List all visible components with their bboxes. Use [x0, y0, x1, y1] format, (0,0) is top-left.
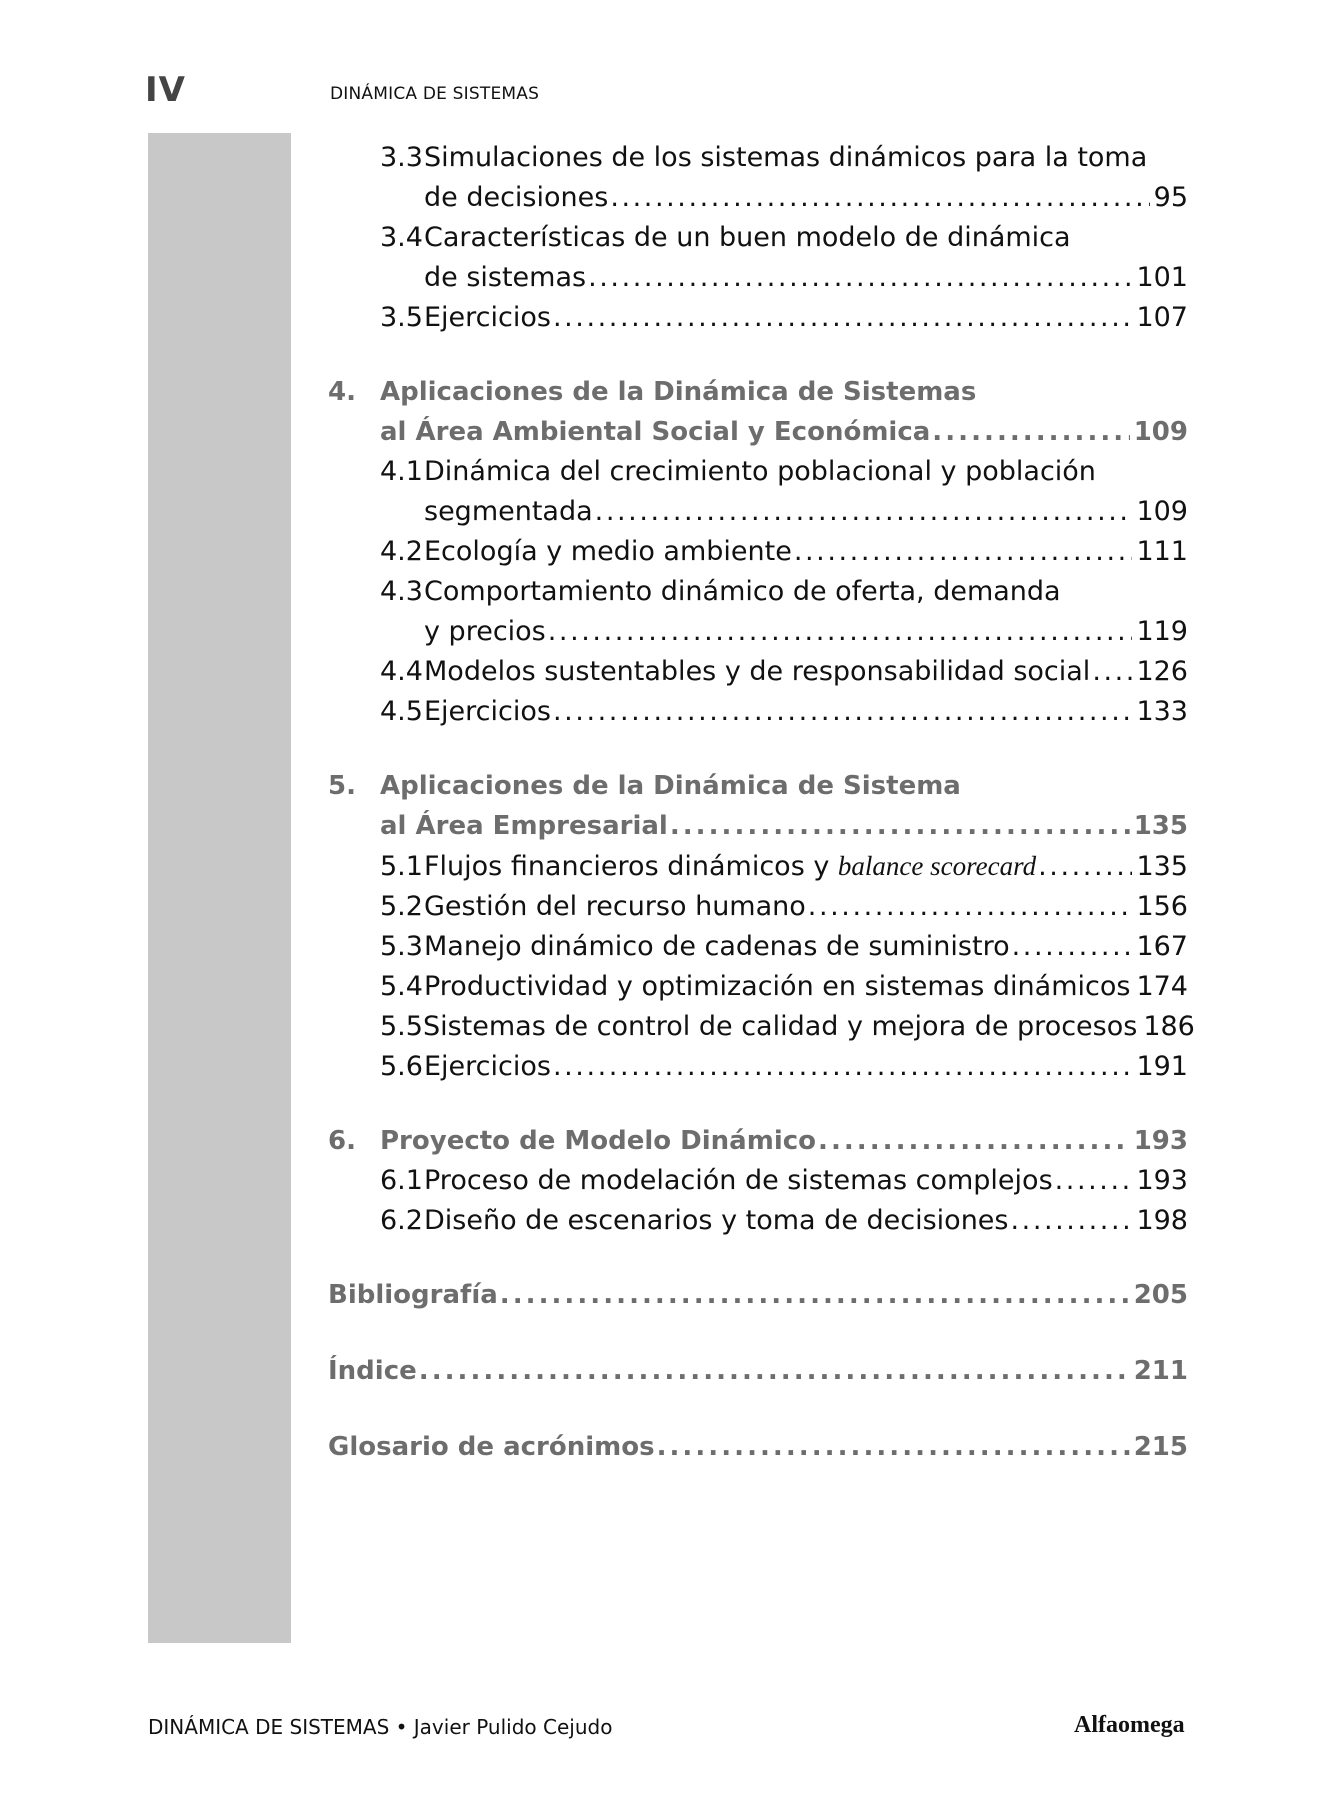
toc-page-number: 186: [1143, 1011, 1195, 1042]
toc-entry-5-4[interactable]: [328, 967, 1188, 1007]
toc-page-number: 119: [1136, 616, 1188, 647]
toc-glosario[interactable]: [328, 1427, 1188, 1467]
toc-entry-title: Gestión del recurso humano: [424, 891, 806, 922]
footer-publisher: Alfaomega: [1074, 1712, 1185, 1738]
toc-chapter-title: Aplicaciones de la Dinámica de Sistemas: [380, 377, 977, 407]
toc-entry-title: Ejercicios: [424, 302, 551, 333]
dot-leader: [553, 692, 1132, 732]
toc-entry-title-cont: de decisiones: [424, 182, 609, 213]
toc-entry-3-4[interactable]: [328, 218, 1188, 258]
toc-entry-number: 6.1: [380, 1165, 423, 1196]
toc-entry-title: Dinámica del crecimiento poblacional y población: [424, 456, 1096, 487]
dot-leader: [553, 1047, 1132, 1087]
toc-entry-6-2[interactable]: [328, 1201, 1188, 1241]
toc-entry-4-1[interactable]: [328, 452, 1188, 492]
toc-page-number: 95: [1153, 182, 1188, 213]
toc-entry-title: Productividad y optimización en sistemas dinámicos: [423, 971, 1131, 1002]
toc-entry-title: Proceso de modelación de sistemas complejos: [424, 1165, 1053, 1196]
toc-entry-number: 5.5: [380, 1011, 423, 1042]
toc-page-number: 193: [1136, 1165, 1188, 1196]
toc-page-number: 156: [1136, 891, 1188, 922]
dot-leader: [548, 612, 1133, 652]
toc-page-number: 205: [1133, 1280, 1188, 1310]
toc-chapter-4-cont[interactable]: [328, 412, 1188, 452]
toc-chapter-title: Proyecto de Modelo Dinámico: [380, 1126, 817, 1156]
toc-chapter-5-cont[interactable]: [328, 806, 1188, 846]
dot-leader: [1092, 652, 1132, 692]
toc-page-number: 191: [1136, 1051, 1188, 1082]
toc-entry-number: 5.3: [380, 931, 423, 962]
toc-entry-title: Modelos sustentables y de responsabilidad social: [424, 656, 1091, 687]
toc-chapter-title: Bibliografía: [328, 1280, 498, 1310]
dot-leader: [808, 887, 1133, 927]
dot-leader: [1055, 1161, 1133, 1201]
dot-leader: [1012, 927, 1133, 967]
toc-chapter-number: 4.: [328, 377, 356, 407]
toc-entry-title: Ejercicios: [424, 696, 551, 727]
table-of-contents: [328, 138, 1195, 1467]
toc-chapter-4[interactable]: [328, 372, 1188, 412]
toc-entry-4-4[interactable]: [328, 652, 1188, 692]
toc-entry-number: 5.4: [380, 971, 423, 1002]
toc-chapter-title: Aplicaciones de la Dinámica de Sistema: [380, 771, 961, 801]
toc-entry-4-2[interactable]: [328, 532, 1188, 572]
dot-leader: [553, 298, 1132, 338]
toc-page-number: 198: [1136, 1205, 1188, 1236]
toc-entry-title-cont: segmentada: [424, 496, 593, 527]
toc-page-number: 101: [1136, 262, 1188, 293]
dot-leader: [670, 806, 1130, 846]
dot-leader: [657, 1427, 1130, 1467]
toc-entry-3-3[interactable]: [328, 138, 1188, 178]
toc-entry-title: Características de un buen modelo de dinámica: [424, 222, 1071, 253]
dot-leader: [595, 492, 1133, 532]
toc-entry-title: [424, 846, 1036, 887]
toc-entry-number: 4.1: [380, 456, 423, 487]
toc-entry-number: 3.4: [380, 222, 423, 253]
toc-entry-title: Comportamiento dinámico de oferta, demanda: [424, 576, 1061, 607]
toc-page-number: 133: [1136, 696, 1188, 727]
toc-page-number: 215: [1133, 1432, 1188, 1462]
toc-entry-5-1[interactable]: [328, 846, 1188, 887]
toc-entry-number: 5.1: [380, 851, 423, 882]
toc-entry-title: Ejercicios: [424, 1051, 551, 1082]
toc-entry-3-5[interactable]: [328, 298, 1188, 338]
toc-page-number: 167: [1136, 931, 1188, 962]
toc-entry-number: 4.4: [380, 656, 423, 687]
toc-entry-5-3[interactable]: [328, 927, 1188, 967]
gray-sidebar-band: [148, 133, 291, 1643]
toc-entry-title: Sistemas de control de calidad y mejora de procesos: [422, 1011, 1138, 1042]
toc-chapter-title-cont: al Área Empresarial: [380, 811, 668, 841]
toc-chapter-6[interactable]: [328, 1121, 1188, 1161]
toc-chapter-number: 5.: [328, 771, 356, 801]
toc-entry-4-5[interactable]: [328, 692, 1188, 732]
dot-leader: [610, 178, 1149, 218]
toc-page-number: 135: [1136, 851, 1188, 882]
toc-entry-title: Diseño de escenarios y toma de decisiones: [424, 1205, 1009, 1236]
toc-entry-number: 5.6: [380, 1051, 423, 1082]
dot-leader: [818, 1121, 1130, 1161]
toc-entry-title-roman: Flujos financieros dinámicos y: [424, 851, 830, 882]
toc-entry-3-4-cont[interactable]: [328, 258, 1188, 298]
toc-page-number: 109: [1133, 417, 1188, 447]
toc-entry-3-3-cont[interactable]: [328, 178, 1188, 218]
toc-entry-title-cont: y precios: [424, 616, 546, 647]
toc-page-number: 126: [1136, 656, 1188, 687]
toc-bibliografia[interactable]: [328, 1275, 1188, 1315]
toc-entry-title: Ecología y medio ambiente: [424, 536, 792, 567]
toc-entry-title: Simulaciones de los sistemas dinámicos para la toma: [424, 142, 1148, 173]
toc-entry-5-5[interactable]: [328, 1007, 1195, 1047]
footer-book-author: DINÁMICA DE SISTEMAS • Javier Pulido Cejudo: [148, 1715, 613, 1739]
toc-chapter-5[interactable]: [328, 766, 1188, 806]
toc-chapter-title: Glosario de acrónimos: [328, 1432, 655, 1462]
toc-entry-number: 5.2: [380, 891, 423, 922]
dot-leader: [1010, 1201, 1132, 1241]
toc-entry-4-3-cont[interactable]: [328, 612, 1188, 652]
toc-entry-title-italic: balance scorecard: [837, 851, 1037, 881]
toc-page-number: 174: [1136, 971, 1188, 1002]
toc-chapter-title: Índice: [328, 1356, 417, 1386]
running-header-title: DINÁMICA DE SISTEMAS: [330, 84, 540, 104]
toc-entry-number: 4.3: [380, 576, 423, 607]
toc-indice[interactable]: [328, 1351, 1188, 1391]
toc-chapter-number: 6.: [328, 1126, 356, 1156]
toc-chapter-title-cont: al Área Ambiental Social y Económica: [380, 417, 931, 447]
toc-entry-title-cont: de sistemas: [424, 262, 587, 293]
dot-leader: [794, 532, 1133, 572]
toc-page-number: 135: [1133, 811, 1188, 841]
dot-leader: [588, 258, 1132, 298]
toc-page-number: 111: [1136, 536, 1188, 567]
toc-entry-number: 6.2: [380, 1205, 423, 1236]
toc-page-number: 109: [1136, 496, 1188, 527]
toc-entry-5-6[interactable]: [328, 1047, 1188, 1087]
toc-entry-number: 4.5: [380, 696, 423, 727]
page-number: IV: [145, 70, 186, 110]
toc-page-number: 211: [1133, 1356, 1188, 1386]
dot-leader: [1038, 847, 1132, 887]
toc-entry-number: 4.2: [380, 536, 423, 567]
toc-entry-4-3[interactable]: [328, 572, 1188, 612]
toc-entry-number: 3.3: [380, 142, 423, 173]
toc-entry-6-1[interactable]: [328, 1161, 1188, 1201]
dot-leader: [419, 1351, 1130, 1391]
toc-page-number: 193: [1133, 1126, 1188, 1156]
toc-entry-4-1-cont[interactable]: [328, 492, 1188, 532]
dot-leader: [932, 412, 1129, 452]
toc-entry-number: 3.5: [380, 302, 423, 333]
dot-leader: [500, 1275, 1130, 1315]
toc-entry-5-2[interactable]: [328, 887, 1188, 927]
toc-page-number: 107: [1136, 302, 1188, 333]
toc-entry-title: Manejo dinámico de cadenas de suministro: [424, 931, 1010, 962]
